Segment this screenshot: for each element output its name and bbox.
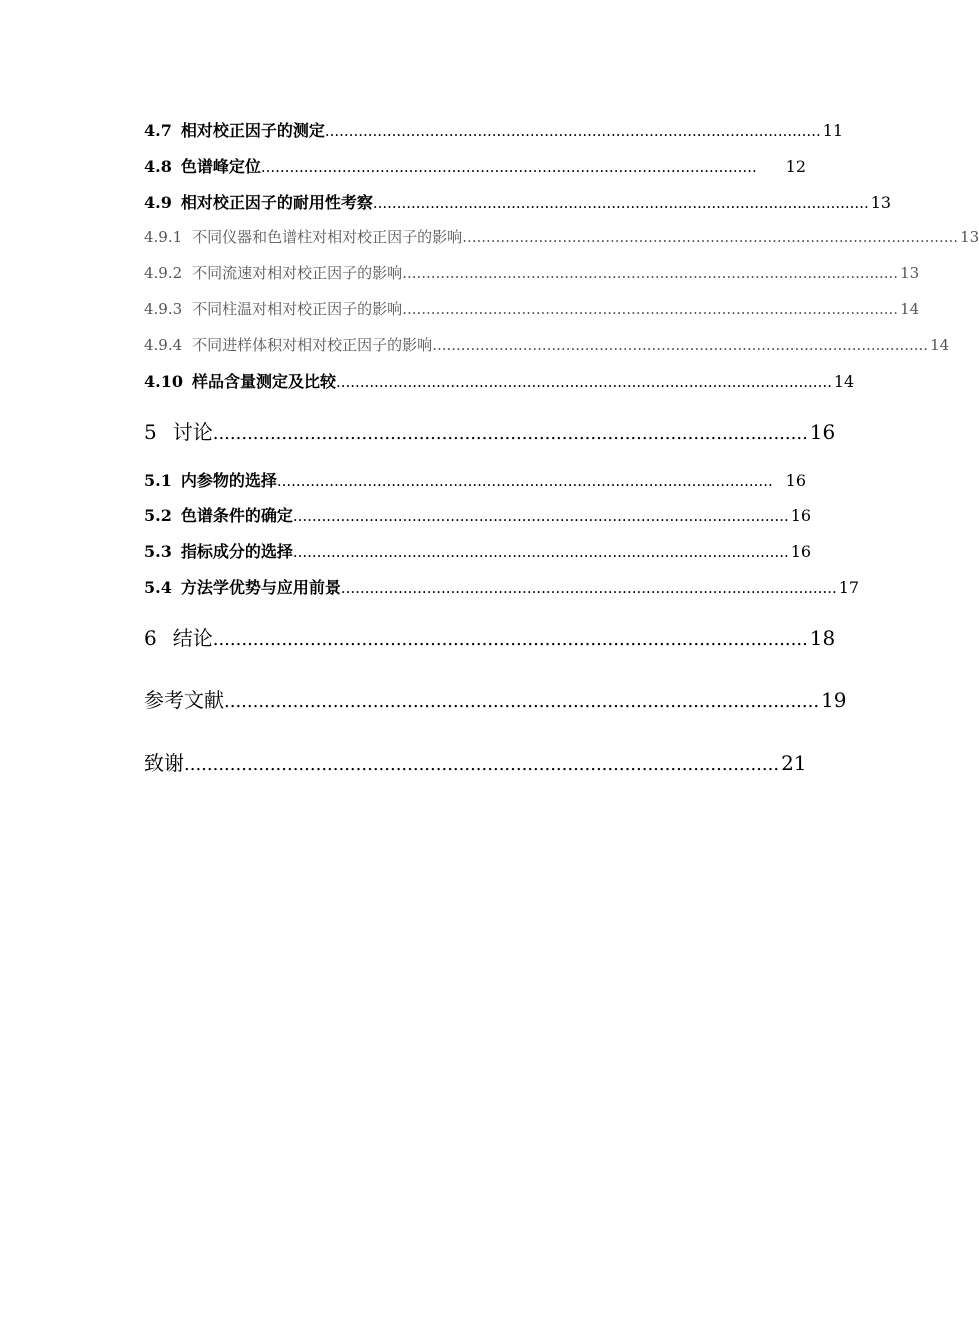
toc-entry-number: 5.3 bbox=[144, 542, 172, 561]
toc-entry-4-10[interactable] bbox=[144, 369, 855, 392]
toc-entry-page: 18 bbox=[809, 626, 836, 650]
dot-leader: ........................................................................................................ bbox=[340, 579, 837, 597]
toc-entry-5-4[interactable] bbox=[144, 575, 860, 598]
toc-entry-title: 内参物的选择 bbox=[180, 471, 277, 490]
toc-entry-4-9-3[interactable] bbox=[144, 298, 920, 319]
toc-entry-4-9[interactable] bbox=[144, 190, 892, 213]
dot-leader: ........................................................................................................ bbox=[276, 472, 773, 490]
toc-entry-title: 色谱峰定位 bbox=[180, 157, 261, 176]
toc-entry-page: 11 bbox=[822, 121, 844, 140]
toc-entry-number: 4.10 bbox=[144, 372, 183, 391]
toc-entry-title: 相对校正因子的耐用性考察 bbox=[180, 193, 373, 212]
dot-leader: ........................................................................................................ bbox=[260, 158, 757, 176]
toc-entry-page: 13 bbox=[900, 264, 920, 282]
toc-entry-page: 16 bbox=[809, 420, 836, 444]
toc-entry-title: 不同进样体积对相对校正因子的影响 bbox=[192, 336, 433, 354]
toc-entry-page: 13 bbox=[870, 193, 892, 212]
toc-entry-number: 6 bbox=[144, 626, 157, 650]
toc-entry-title: 样品含量测定及比较 bbox=[191, 372, 336, 391]
dot-leader: ........................................................................................................ bbox=[402, 300, 899, 318]
toc-entry-4-9-2[interactable] bbox=[144, 262, 920, 283]
dot-leader: ........................................................................................................ bbox=[372, 194, 869, 212]
toc-entry-5-2[interactable] bbox=[144, 503, 812, 526]
dot-leader: ........................................................................................................ bbox=[432, 336, 929, 354]
toc-entry-number: 5.2 bbox=[144, 506, 172, 525]
dot-leader: ........................................................................................................ bbox=[212, 423, 808, 444]
toc-entry-title: 不同柱温对相对校正因子的影响 bbox=[192, 300, 403, 318]
toc-entry-number: 4.9.2 bbox=[144, 264, 183, 282]
dot-leader: ........................................................................................................ bbox=[292, 507, 789, 525]
toc-entry-page: 14 bbox=[833, 372, 855, 391]
toc-entry-page: 21 bbox=[781, 751, 807, 775]
toc-entry-page: 16 bbox=[785, 471, 806, 490]
dot-leader: ........................................................................................................ bbox=[224, 691, 820, 712]
toc-entry-title: 指标成分的选择 bbox=[180, 542, 293, 561]
toc-entry-4-9-1[interactable] bbox=[144, 226, 979, 247]
toc-entry-4-8[interactable] bbox=[144, 154, 806, 177]
dot-leader: ........................................................................................................ bbox=[335, 373, 832, 391]
toc-entry-page: 19 bbox=[821, 688, 847, 712]
dot-leader: ........................................................................................................ bbox=[402, 264, 899, 282]
toc-entry-page: 16 bbox=[790, 542, 812, 561]
toc-entry-number: 4.8 bbox=[144, 157, 172, 176]
toc-entry-4-7[interactable] bbox=[144, 118, 844, 141]
toc-entry-references[interactable] bbox=[144, 684, 847, 713]
toc-entry-title: 致谢 bbox=[144, 751, 184, 775]
toc-entry-number: 4.9.1 bbox=[144, 228, 183, 246]
dot-leader: ........................................................................................................ bbox=[292, 543, 789, 561]
dot-leader: ........................................................................................................ bbox=[462, 228, 959, 246]
toc-entry-5[interactable] bbox=[144, 416, 836, 445]
toc-entry-number: 5.1 bbox=[144, 471, 172, 490]
toc-entry-5-1[interactable] bbox=[144, 468, 806, 491]
toc-entry-page: 17 bbox=[838, 578, 860, 597]
toc-entry-title: 结论 bbox=[172, 626, 213, 650]
toc-entry-6[interactable] bbox=[144, 622, 836, 651]
dot-leader: ........................................................................................................ bbox=[324, 122, 821, 140]
toc-entry-number: 4.9.4 bbox=[144, 336, 183, 354]
toc-entry-4-9-4[interactable] bbox=[144, 334, 950, 355]
dot-leader: ........................................................................................................ bbox=[212, 629, 808, 650]
toc-entry-5-3[interactable] bbox=[144, 539, 812, 562]
toc-entry-page: 12 bbox=[785, 157, 806, 176]
dot-leader: ........................................................................................................ bbox=[184, 754, 780, 775]
toc-entry-page: 16 bbox=[790, 506, 812, 525]
toc-entry-title: 参考文献 bbox=[144, 688, 224, 712]
toc-entry-number: 4.9.3 bbox=[144, 300, 183, 318]
toc-entry-page: 14 bbox=[900, 300, 920, 318]
toc-entry-title: 色谱条件的确定 bbox=[180, 506, 293, 525]
toc-entry-title: 不同流速对相对校正因子的影响 bbox=[192, 264, 403, 282]
toc-entry-acknowledgements[interactable] bbox=[144, 747, 806, 776]
toc-entry-page: 13 bbox=[960, 228, 979, 246]
toc-entry-title: 讨论 bbox=[172, 420, 213, 444]
toc-entry-number: 4.9 bbox=[144, 193, 172, 212]
toc-entry-page: 14 bbox=[930, 336, 950, 354]
toc-entry-number: 4.7 bbox=[144, 121, 172, 140]
toc-entry-title: 方法学优势与应用前景 bbox=[180, 578, 341, 597]
toc-entry-title: 不同仪器和色谱柱对相对校正因子的影响 bbox=[192, 228, 463, 246]
toc-entry-title: 相对校正因子的测定 bbox=[180, 121, 325, 140]
toc-entry-number: 5 bbox=[144, 420, 157, 444]
toc-entry-number: 5.4 bbox=[144, 578, 172, 597]
